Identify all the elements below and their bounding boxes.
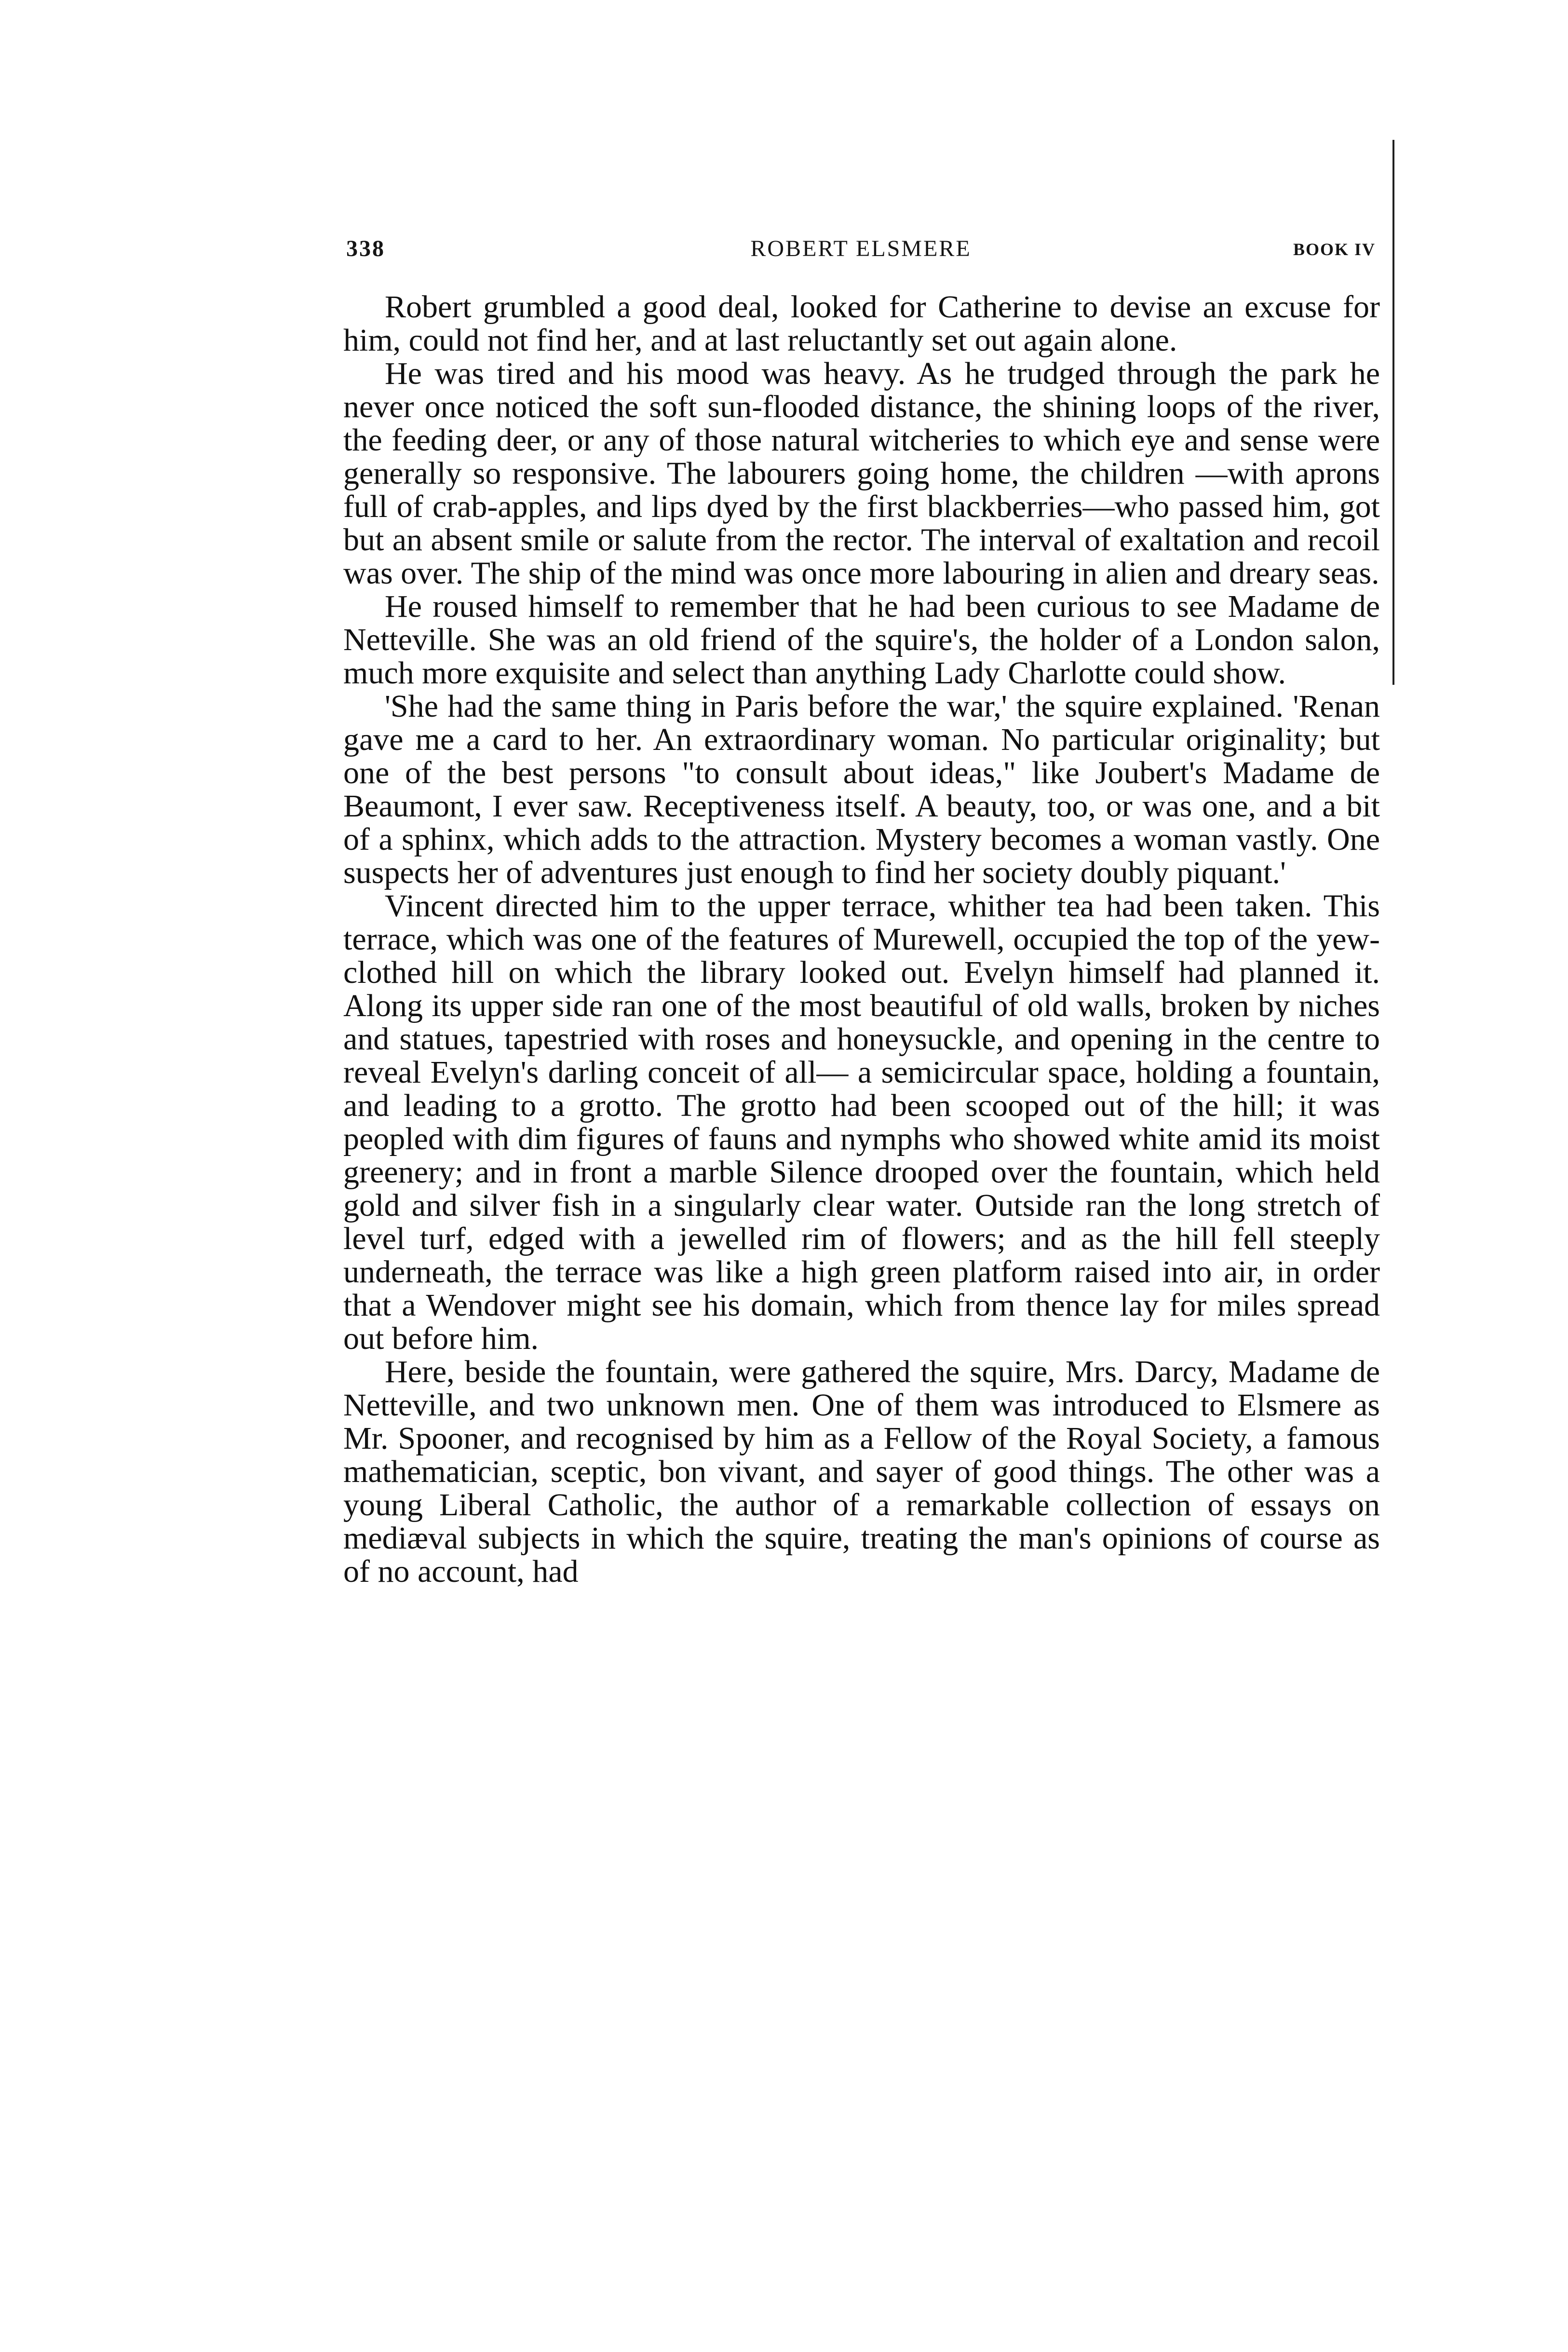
paragraph: Vincent directed him to the upper terrace, whither tea had been taken. This terrace, which was one of the features of Murewell, occupied the top of the yew-clothed hill on which the library looked out. Evelyn himself had planned it. Along its upper side ran one of the most beautiful of old walls, broken by niches and statues, tapestried with roses and honeysuckle, and opening in the centre to reveal Evelyn's darling conceit of all— a semicircular space, holding a fountain, and leading to a grotto. The grotto had been scooped out of the hill; it was peopled with dim figures of fauns and nymphs who showed white amid its moist greenery; and in front a marble Silence drooped over the fountain, which held gold and silver fish in a singularly clear water. Outside ran the long stretch of level turf, edged with a jewelled rim of flowers; and as the hill fell steeply underneath, the terrace was like a high green platform raised into air, in order that a Wendover might see his domain, which from thence lay for miles spread out before him. [343, 888, 1380, 1356]
body-text [343, 290, 1380, 1588]
running-title: ROBERT ELSMERE [750, 236, 972, 261]
paragraph: Robert grumbled a good deal, looked for Catherine to devise an excuse for him, could not find her, and at last reluctantly set out again alone. [343, 289, 1380, 358]
paragraph: 'She had the same thing in Paris before the war,' the squire explained. 'Renan gave me a card to her. An extraordinary woman. No particular originality; but one of the best persons "to consult about ideas," like Joubert's Madame de Beaumont, I ever saw. Receptiveness itself. A beauty, too, or was one, and a bit of a sphinx, which adds to the attraction. Mystery becomes a woman vastly. One suspects her of adventures just enough to find her society doubly piquant.' [343, 689, 1380, 890]
margin-rule [1392, 140, 1394, 685]
paragraph: Here, beside the fountain, were gathered the squire, Mrs. Darcy, Madame de Netteville, and two unknown men. One of them was introduced to Elsmere as Mr. Spooner, and recognised by him as a Fellow of the Royal Society, a famous mathematician, sceptic, bon vivant, and sayer of good things. The other was a young Liberal Catholic, the author of a remarkable collection of essays on mediæval subjects in which the squire, treating the man's opinions of course as of no account, had [343, 1354, 1380, 1589]
paragraph: He roused himself to remember that he had been curious to see Madame de Netteville. She was an old friend of the squire's, the holder of a London salon, much more exquisite and select than anything Lady Charlotte could show. [343, 589, 1380, 691]
book-label: BOOK IV [1293, 240, 1376, 259]
paragraph: He was tired and his mood was heavy. As he trudged through the park he never once noticed the soft sun-flooded distance, the shining loops of the river, the feeding deer, or any of those natural witcheries to which eye and sense were generally so responsive. The labourers going home, the children —with aprons full of crab-apples, and lips dyed by the first blackberries—who passed him, got but an absent smile or salute from the rector. The interval of exaltation and recoil was over. The ship of the mind was once more labouring in alien and dreary seas. [343, 356, 1380, 591]
page-header [346, 235, 1376, 269]
page-number: 338 [346, 236, 385, 261]
